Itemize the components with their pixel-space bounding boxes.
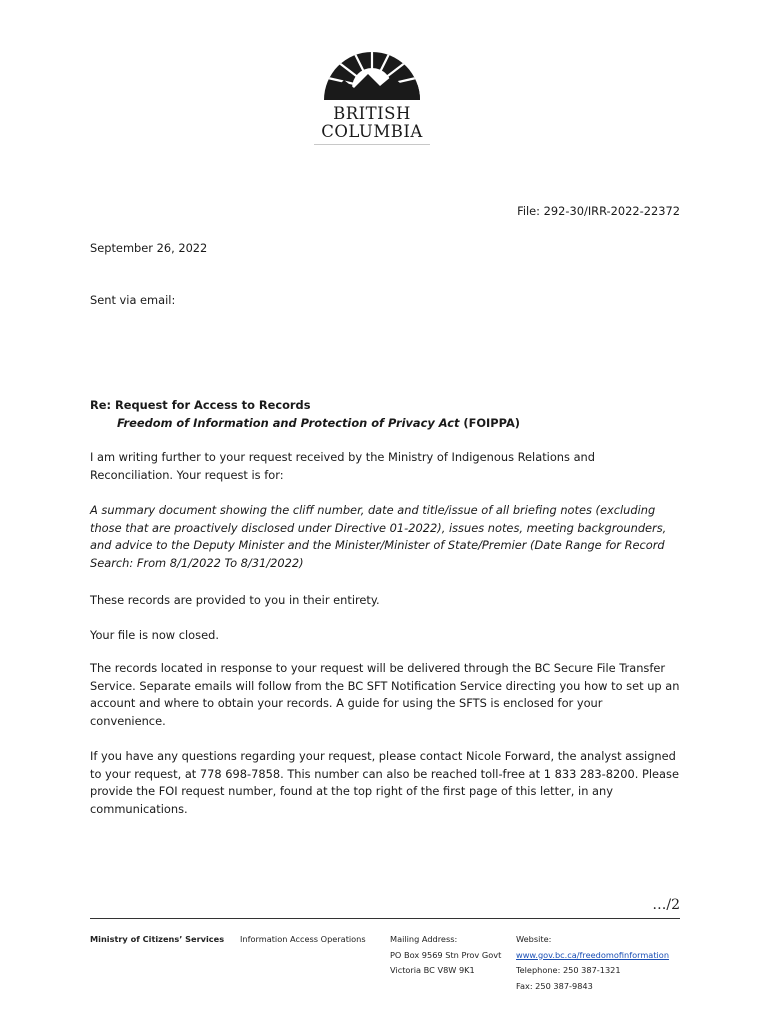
logo-text-british: BRITISH xyxy=(333,104,411,123)
paragraph-intro: I am writing further to your request received by the Ministry of Indigenous Relations and Reconciliation. Your request is for: xyxy=(90,450,595,482)
mailing-line-2: Victoria BC V8W 9K1 xyxy=(390,965,475,975)
logo-underline xyxy=(314,144,430,145)
paragraph-records-provided: These records are provided to you in their entirety. xyxy=(90,593,380,607)
paragraph-contact: If you have any questions regarding your request, please contact Nicole Forward, the analyst assigned to your request, at 778 698-7858. This number can also be reached toll-free at 1 833 283-8200. Please provide the FOI request number, found at the top right of the first page of this letter, in any communications. xyxy=(90,749,679,816)
footer-mailing xyxy=(390,932,501,979)
footer-ministry: Ministry of Citizens’ Services xyxy=(90,934,225,944)
telephone: Telephone: 250 387-1321 xyxy=(516,965,621,975)
website-link[interactable]: www.gov.bc.ca/freedomofinformation xyxy=(516,949,670,960)
bc-government-logo xyxy=(310,44,434,148)
page-continuation: …/2 xyxy=(652,897,680,913)
fax: Fax: 250 387-9843 xyxy=(516,980,593,991)
sent-via-line: Sent via email: xyxy=(90,293,176,307)
act-abbrev: (FOIPPA) xyxy=(459,416,520,430)
paragraph-delivery: The records located in response to your request will be delivered through the BC Secure File Transfer Service. Separate emails will follow from the BC SFT Notification Service directing you how to set up an account and where to obtain your records. A guide for using the SFTS is enclosed for your convenience. xyxy=(90,661,680,728)
subject-line: Re: Request for Access to Records xyxy=(90,398,311,412)
footer-divider xyxy=(90,918,680,919)
mailing-label: Mailing Address: xyxy=(390,934,458,944)
sun-mountains-icon xyxy=(310,44,434,104)
mailing-line-1: PO Box 9569 Stn Prov Govt xyxy=(390,949,502,960)
act-name: Freedom of Information and Protection of Privacy Act xyxy=(117,416,460,430)
subject-act-line xyxy=(117,415,520,433)
paragraph-request-text: A summary document showing the cliff number, date and title/issue of all briefing notes (excluding those that are proactively disclosed under Directive 01-2022), issues notes, meeting backgrounders, and advice to the Deputy Minister and the Minister/Minister of State/Premier (Date Range for Record Search: From 8/1/2022 To 8/31/2022) xyxy=(90,503,667,570)
paragraph-file-closed: Your file is now closed. xyxy=(90,628,219,642)
file-reference: File: 292-30/IRR-2022-22372 xyxy=(517,204,680,218)
footer-office: Information Access Operations xyxy=(240,934,366,944)
logo-text-columbia: COLUMBIA xyxy=(321,122,423,141)
website-label: Website: xyxy=(516,934,552,944)
letter-date: September 26, 2022 xyxy=(90,241,208,255)
footer-contact xyxy=(516,932,669,994)
